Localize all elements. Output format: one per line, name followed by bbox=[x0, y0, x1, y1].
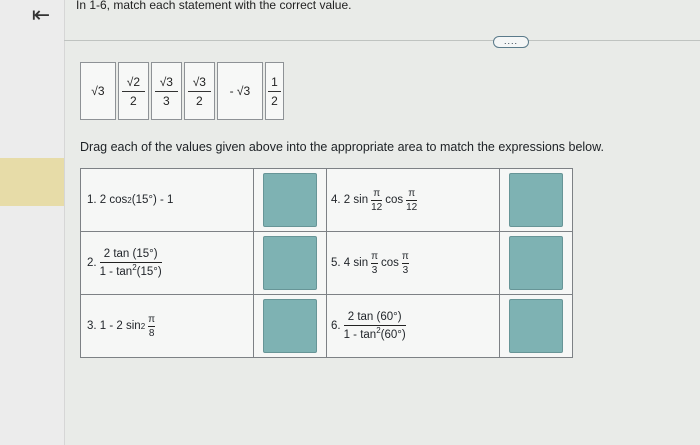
fraction bbox=[148, 314, 155, 339]
expression-3 bbox=[81, 295, 254, 358]
expression-1 bbox=[81, 169, 254, 232]
fraction bbox=[371, 251, 378, 276]
value-tile-neg-sqrt3[interactable] bbox=[217, 62, 263, 120]
tile-denominator: 2 bbox=[195, 93, 203, 108]
tile-numerator: √2 bbox=[126, 74, 140, 89]
value-tile-sqrt3[interactable] bbox=[80, 62, 116, 120]
expression-number: 4. bbox=[331, 194, 341, 206]
tile-numerator: 1 bbox=[271, 74, 278, 89]
numerator: π bbox=[408, 187, 416, 199]
tile-value: √3 bbox=[91, 84, 105, 98]
tile-denominator: 2 bbox=[271, 93, 278, 108]
table-row bbox=[81, 295, 573, 358]
exponent: 2 bbox=[127, 195, 132, 205]
denominator: 3 bbox=[402, 264, 409, 276]
expression-text: (15°) - 1 bbox=[131, 194, 174, 206]
value-tile-one-half[interactable] bbox=[265, 62, 284, 120]
divider bbox=[64, 40, 700, 41]
fraction-bar bbox=[155, 91, 178, 92]
numerator: 2 tan (15°) bbox=[103, 247, 158, 260]
expression-number: 6. bbox=[331, 319, 341, 332]
expression-text: 4 sin bbox=[343, 257, 369, 269]
value-tile-sqrt2-over-2[interactable] bbox=[118, 62, 149, 120]
numerator: π bbox=[371, 250, 378, 262]
expression-number: 5. bbox=[331, 257, 341, 269]
more-button[interactable]: .... bbox=[493, 36, 529, 48]
denominator: $1 - \tan^2(60^\circ)$ bbox=[343, 325, 406, 341]
tile-numerator: √3 bbox=[192, 74, 206, 89]
denominator: 12 bbox=[406, 201, 418, 213]
value-tile-sqrt3-over-3[interactable] bbox=[151, 62, 182, 120]
expression-text: cos bbox=[385, 194, 404, 206]
fraction bbox=[402, 251, 409, 276]
denominator: 3 bbox=[371, 264, 378, 276]
instruction-text: In 1-6, match each statement with the correct value. bbox=[76, 0, 352, 12]
numerator: π bbox=[373, 187, 381, 199]
drag-instructions: Drag each of the values given above into the appropriate area to match the expressions below. bbox=[80, 140, 604, 154]
fraction bbox=[344, 311, 406, 341]
drop-cell-2 bbox=[254, 232, 327, 295]
tile-numerator: √3 bbox=[159, 74, 173, 89]
fraction bbox=[100, 248, 162, 278]
sidebar-highlight bbox=[0, 158, 64, 206]
back-arrow-icon[interactable]: ⇤ bbox=[31, 2, 51, 27]
expression-number: 3. bbox=[87, 320, 97, 332]
denominator: 12 bbox=[371, 201, 383, 213]
drop-zone-1[interactable] bbox=[263, 173, 317, 227]
expression-text: 2 sin bbox=[343, 194, 369, 206]
fraction-bar bbox=[122, 91, 145, 92]
tile-denominator: 2 bbox=[130, 93, 137, 108]
expression-number: 1. bbox=[87, 194, 97, 206]
expression-5 bbox=[327, 232, 500, 295]
drop-zone-3[interactable] bbox=[263, 299, 317, 353]
numerator: π bbox=[401, 250, 409, 262]
drop-cell-3 bbox=[254, 295, 327, 358]
value-tile-sqrt3-over-2[interactable] bbox=[184, 62, 215, 120]
fraction bbox=[371, 188, 382, 213]
value-tray bbox=[80, 62, 286, 120]
numerator: 2 tan (60°) bbox=[347, 310, 402, 323]
drop-cell-4 bbox=[500, 169, 573, 232]
table-row bbox=[81, 169, 573, 232]
drop-zone-6[interactable] bbox=[509, 299, 563, 353]
denominator: 8 bbox=[148, 327, 155, 339]
fraction-bar bbox=[188, 91, 211, 92]
expression-4 bbox=[327, 169, 500, 232]
drop-cell-6 bbox=[500, 295, 573, 358]
expression-text: 1 - 2 sin bbox=[99, 320, 141, 332]
expression-text: cos bbox=[381, 257, 399, 269]
fraction bbox=[406, 188, 417, 213]
exponent: 2 bbox=[140, 321, 146, 331]
expression-6 bbox=[327, 295, 500, 358]
drop-cell-1 bbox=[254, 169, 327, 232]
expression-text: 2 cos bbox=[99, 194, 128, 206]
table-row bbox=[81, 232, 573, 295]
drop-zone-5[interactable] bbox=[509, 236, 563, 290]
expression-2 bbox=[81, 232, 254, 295]
numerator: π bbox=[148, 313, 156, 325]
fraction-bar bbox=[268, 91, 282, 92]
expression-number: 2. bbox=[87, 256, 97, 269]
drop-zone-2[interactable] bbox=[263, 236, 317, 290]
drop-zone-4[interactable] bbox=[509, 173, 563, 227]
drop-cell-5 bbox=[500, 232, 573, 295]
tile-denominator: 3 bbox=[163, 93, 170, 108]
tile-value: - √3 bbox=[229, 84, 251, 98]
denominator: $1 - \tan^2(15^\circ)$ bbox=[99, 262, 162, 278]
left-sidebar bbox=[0, 0, 65, 445]
matching-table bbox=[80, 168, 573, 358]
